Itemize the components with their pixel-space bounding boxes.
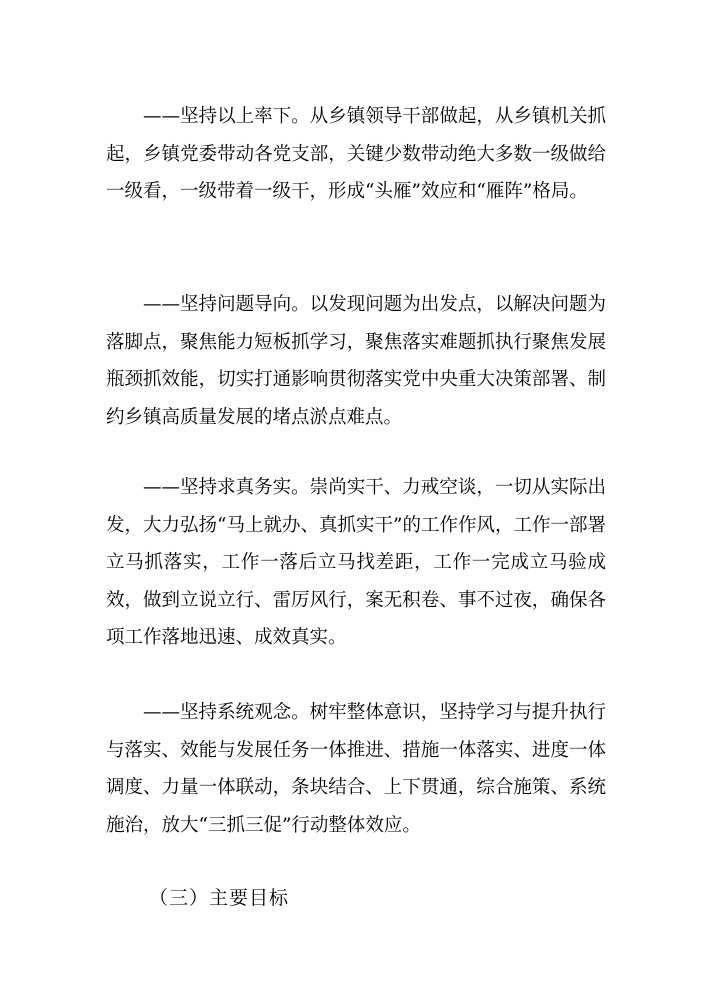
section-heading: （三）主要目标 xyxy=(149,887,290,909)
paragraph-lead-by-example: ——坚持以上率下。从乡镇领导干部做起，从乡镇机关抓起，乡镇党委带动各党支部，关键少数带动绝大多数一级做给一级看，一级带着一级干，形成“头雁”效应和“雁阵”格局。 xyxy=(106,106,606,202)
paragraph-seek-truth: ——坚持求真务实。崇尚实干、力戒空谈，一切从实际出发，大力弘扬“马上就办、真抓实干”的工作作风，工作一部署立马抓落实，工作一落后立马找差距，工作一完成立马验成效，做到立说立行、雷厉风行，案无积卷、事不过夜，确保各项工作落地迅速、成效真实。 xyxy=(106,477,606,648)
paragraph-problem-oriented: ——坚持问题导向。以发现问题为出发点，以解决问题为落脚点，聚焦能力短板抓学习，聚焦落实难题抓执行聚焦发展瓶颈抓效能，切实打通影响贯彻落实党中央重大决策部署、制约乡镇高质量发展的堵点淤点难点。 xyxy=(106,294,606,428)
paragraph-systems-view: ——坚持系统观念。树牢整体意识，坚持学习与提升执行与落实、效能与发展任务一体推进、措施一体落实、进度一体调度、力量一体联动，条块结合、上下贯通，综合施策、系统施治，放大“三抓三促”行动整体效应。 xyxy=(106,702,606,836)
